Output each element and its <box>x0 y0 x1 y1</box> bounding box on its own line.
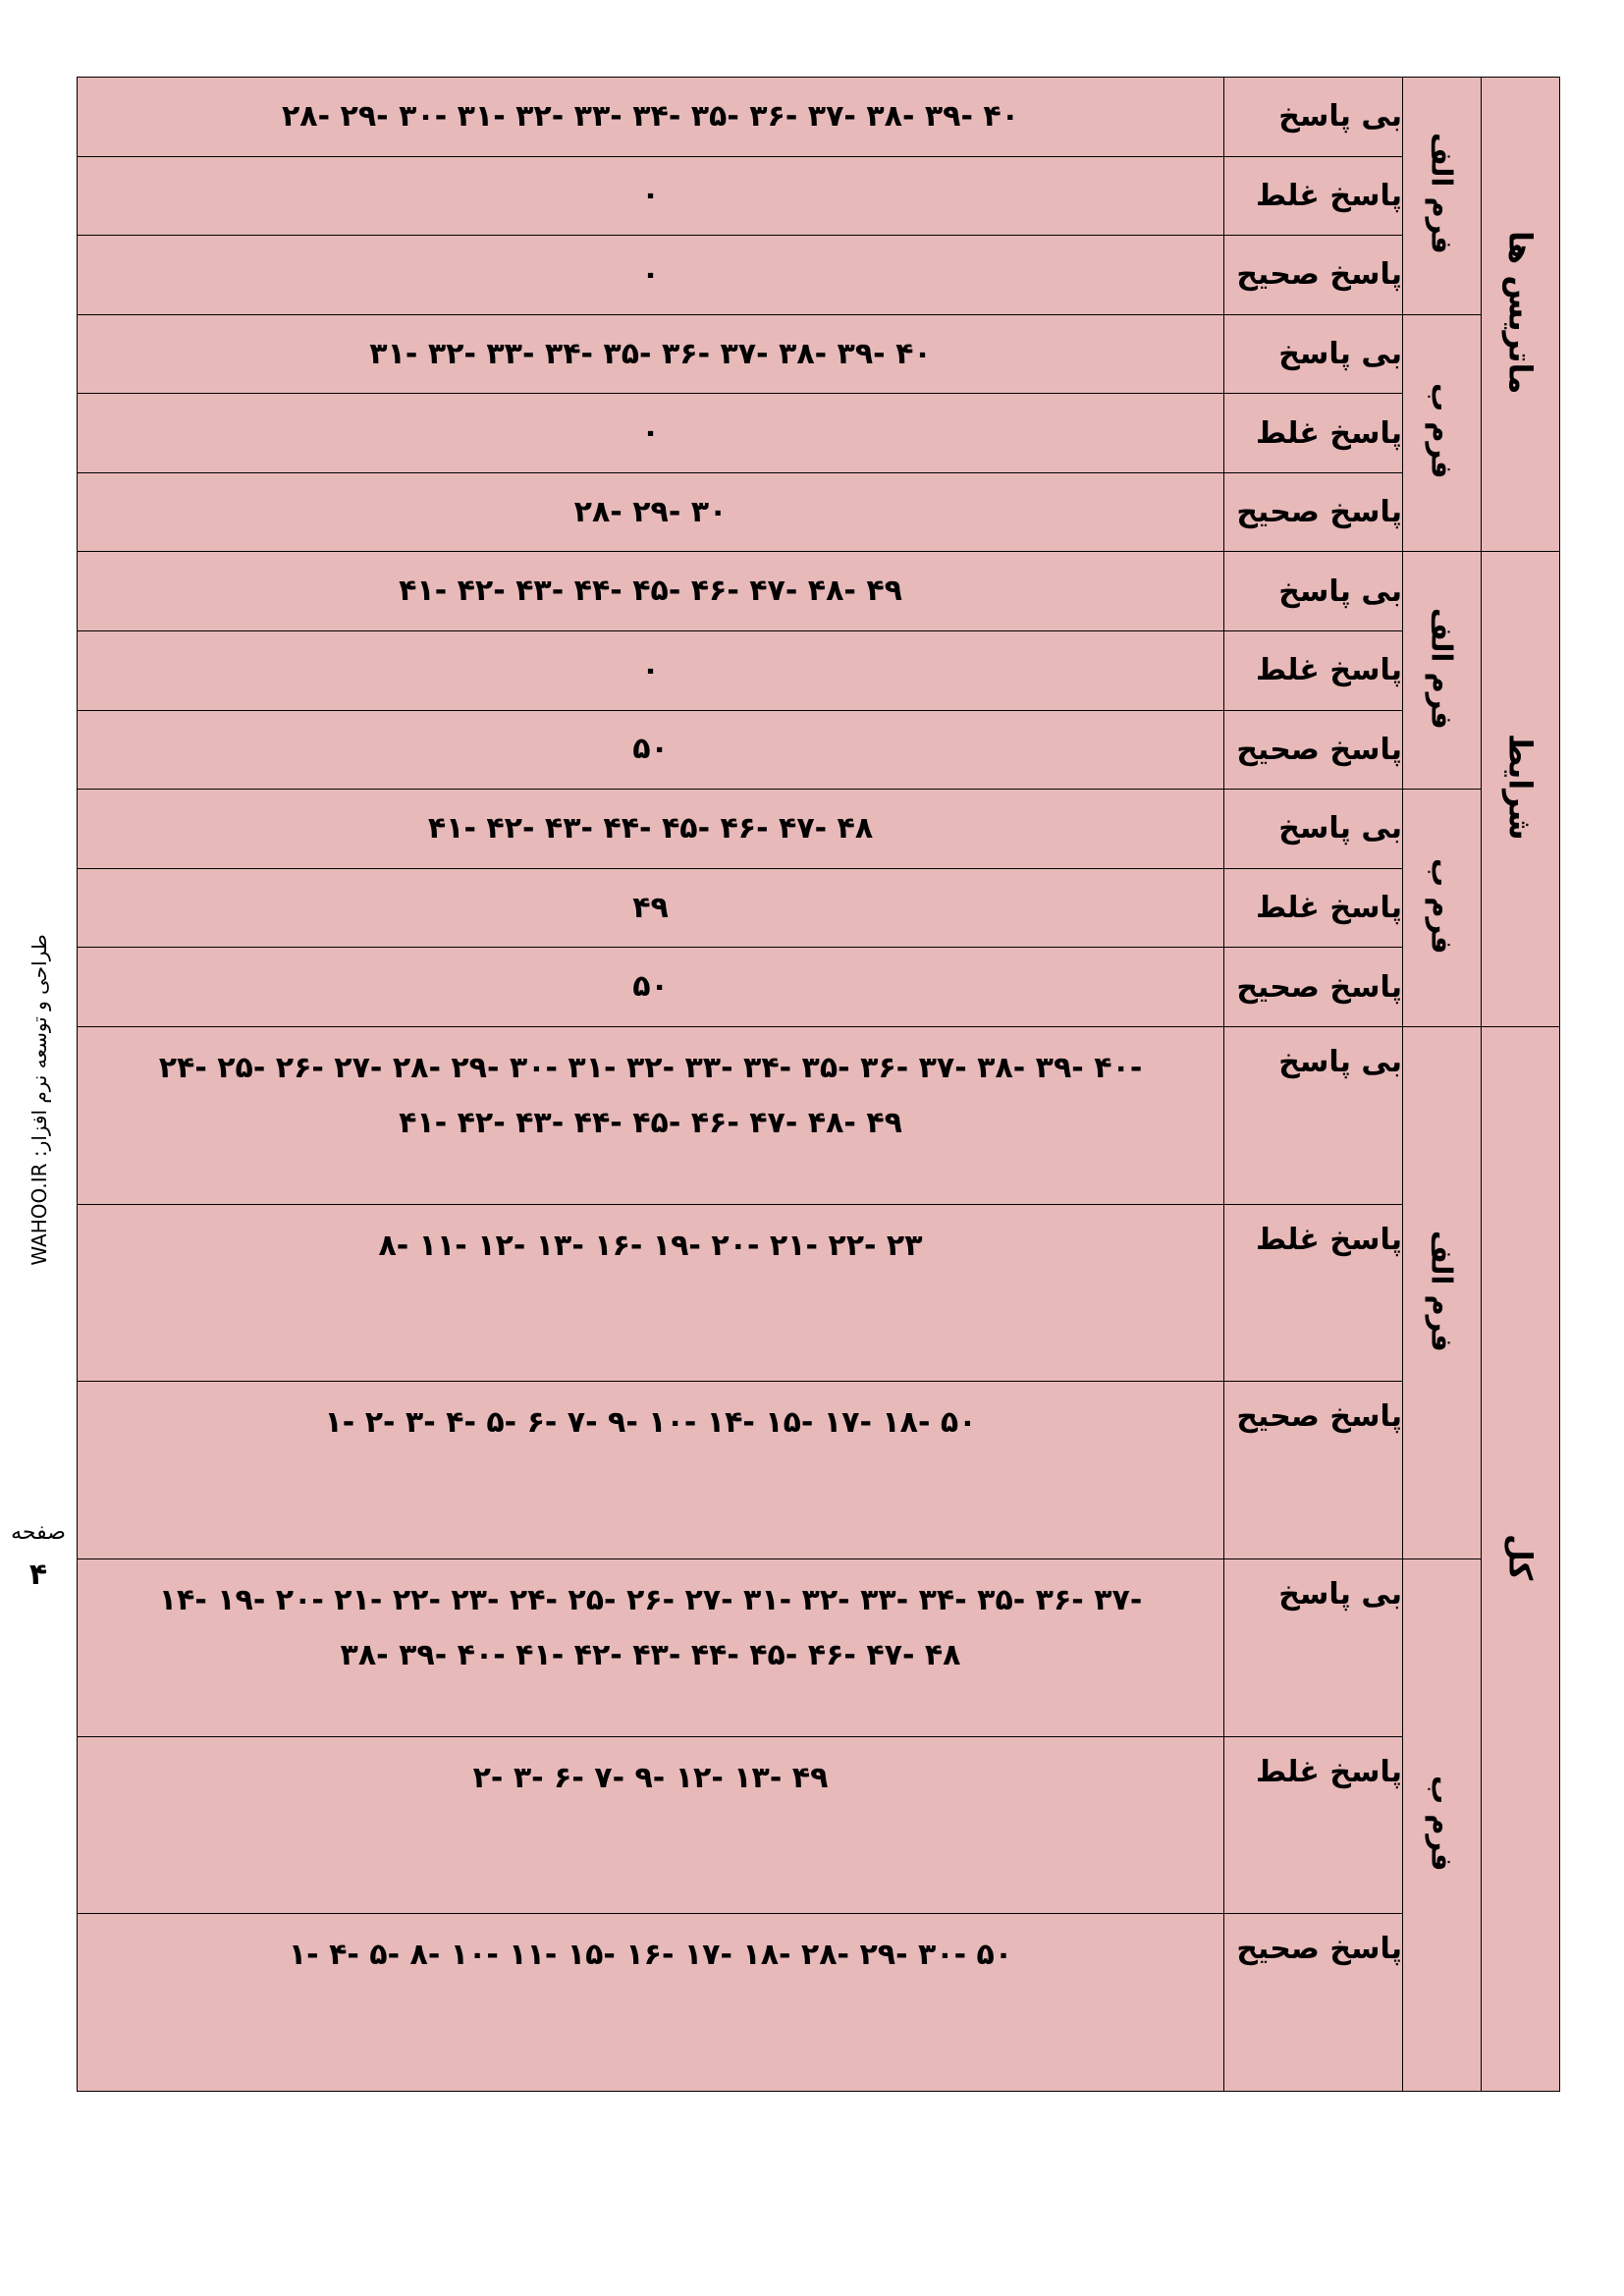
question-numbers-cell <box>78 472 1224 552</box>
answer-category-label: پاسخ غلط <box>1224 868 1403 948</box>
question-numbers-line: ۴۹ -۴۸ -۴۷ -۴۶ -۴۵ -۴۴ -۴۳ -۴۲ -۴۱ <box>399 574 902 609</box>
table-row <box>78 710 1560 790</box>
section-title-cell <box>1482 552 1560 1026</box>
form-name: فرم ب <box>1425 1775 1459 1872</box>
form-name: فرم ب <box>1425 857 1459 955</box>
form-name-cell <box>1403 790 1482 1027</box>
question-numbers-line: ۰ <box>641 256 660 292</box>
section-title: شرایط <box>1501 734 1540 842</box>
answer-category-label: بی پاسخ <box>1224 790 1403 869</box>
answer-category-label: پاسخ صحیح <box>1224 948 1403 1027</box>
form-name: فرم الف <box>1425 607 1459 730</box>
form-name: فرم ب <box>1425 383 1459 479</box>
question-numbers-line: ۵۰ <box>632 732 669 767</box>
question-numbers-line: ۴۹ <box>632 890 669 925</box>
answer-category-label: بی پاسخ <box>1224 314 1403 394</box>
table-row <box>78 1558 1560 1736</box>
form-name-cell <box>1403 314 1482 552</box>
question-numbers-cell <box>78 1382 1224 1559</box>
question-numbers-cell <box>78 314 1224 394</box>
question-numbers-line: ۳۰ -۲۹ -۲۸ <box>573 494 728 529</box>
table-row <box>78 790 1560 869</box>
question-numbers-line: ۴۸ -۴۷ -۴۶ -۴۵ -۴۴ -۴۳ -۴۲ -۴۱ <box>427 810 874 846</box>
form-name-cell <box>1403 78 1482 315</box>
section-title-cell <box>1482 1026 1560 2091</box>
section-title: کل <box>1501 1533 1540 1581</box>
table-row <box>78 948 1560 1027</box>
table-row <box>78 1026 1560 1204</box>
answer-category-label: پاسخ غلط <box>1224 631 1403 711</box>
question-numbers-line: -۴۰ -۳۹ -۳۸ -۳۷ -۳۶ -۳۵ -۳۴ -۳۳ -۳۲ -۳۱ -۳۰ -۲۹ -۲۸ -۲۷ -۲۶ -۲۵ -۲۴ <box>158 1050 1143 1085</box>
question-numbers-line: ۰ <box>641 415 660 451</box>
answer-category-label: پاسخ غلط <box>1224 156 1403 236</box>
table-row <box>78 1736 1560 1914</box>
table-row <box>78 472 1560 552</box>
form-name: فرم الف <box>1425 1230 1459 1352</box>
table-row <box>78 1204 1560 1382</box>
question-numbers-line: ۴۹ -۴۸ -۴۷ -۴۶ -۴۵ -۴۴ -۴۳ -۴۲ -۴۱ <box>399 1105 902 1140</box>
question-numbers-line: ۴۰ -۳۹ -۳۸ -۳۷ -۳۶ -۳۵ -۳۴ -۳۳ -۳۲ -۳۱ <box>369 336 932 371</box>
question-numbers-line: ۵۰ -۱۸ -۱۷ -۱۵ -۱۴ -۱۰ -۹ -۷ -۶ -۵ -۴ -۳ -۲ -۱ <box>324 1405 977 1441</box>
answer-category-label: پاسخ غلط <box>1224 1736 1403 1914</box>
answer-category-label: بی پاسخ <box>1224 78 1403 157</box>
side-credit: طراحی و توسعه نرم افزار: WAHOO.IR <box>27 934 51 1266</box>
question-numbers-line: ۰ <box>641 178 660 213</box>
table-row <box>78 552 1560 631</box>
question-numbers-cell <box>78 710 1224 790</box>
question-numbers-line: ۴۸ -۴۷ -۴۶ -۴۵ -۴۴ -۴۳ -۴۲ -۴۱ -۴۰ -۳۹ -۳۸ <box>340 1637 961 1672</box>
question-numbers-line: ۴۰ -۳۹ -۳۸ -۳۷ -۳۶ -۳۵ -۳۴ -۳۳ -۳۲ -۳۱ -۳۰ -۲۹ -۲۸ <box>282 98 1019 134</box>
form-name-cell <box>1403 552 1482 790</box>
question-numbers-cell <box>78 1914 1224 2092</box>
question-numbers-line: ۲۳ -۲۲ -۲۱ -۲۰ -۱۹ -۱۶ -۱۳ -۱۲ -۱۱ -۸ <box>378 1228 923 1263</box>
question-numbers-line: -۳۷ -۳۶ -۳۵ -۳۴ -۳۳ -۳۲ -۳۱ -۲۷ -۲۶ -۲۵ -۲۴ -۲۳ -۲۲ -۲۱ -۲۰ -۱۹ -۱۴ <box>158 1582 1143 1617</box>
question-numbers-line: ۵۰ <box>632 969 669 1005</box>
page-label: صفحه <box>11 1520 66 1545</box>
answer-category-label: پاسخ صحیح <box>1224 1382 1403 1559</box>
table-row <box>78 156 1560 236</box>
question-numbers-cell <box>78 790 1224 869</box>
table-row <box>78 236 1560 315</box>
question-numbers-cell <box>78 1204 1224 1382</box>
question-numbers-cell <box>78 1026 1224 1204</box>
answer-category-label: بی پاسخ <box>1224 552 1403 631</box>
section-title-cell <box>1482 78 1560 552</box>
results-table-body <box>78 78 1560 2092</box>
form-name-cell <box>1403 1026 1482 1558</box>
page-number: ۴ <box>28 1558 48 1592</box>
answer-category-label: پاسخ صحیح <box>1224 710 1403 790</box>
question-numbers-cell <box>78 236 1224 315</box>
answer-category-label: بی پاسخ <box>1224 1026 1403 1204</box>
table-row <box>78 631 1560 711</box>
form-name-cell <box>1403 1558 1482 2091</box>
section-title: ماتریس ها <box>1501 231 1540 395</box>
table-row <box>78 394 1560 473</box>
question-numbers-cell <box>78 1558 1224 1736</box>
table-row <box>78 1914 1560 2092</box>
table-row <box>78 1382 1560 1559</box>
question-numbers-cell <box>78 948 1224 1027</box>
form-name: فرم الف <box>1425 133 1459 255</box>
question-numbers-line: ۰ <box>641 652 660 687</box>
answer-category-label: پاسخ صحیح <box>1224 236 1403 315</box>
answer-category-label: پاسخ صحیح <box>1224 472 1403 552</box>
results-table <box>77 77 1560 2092</box>
question-numbers-cell <box>78 552 1224 631</box>
question-numbers-cell <box>78 1736 1224 1914</box>
question-numbers-cell <box>78 868 1224 948</box>
question-numbers-cell <box>78 156 1224 236</box>
question-numbers-line: ۴۹ -۱۳ -۱۲ -۹ -۷ -۶ -۳ -۲ <box>472 1760 829 1795</box>
answer-category-label: پاسخ غلط <box>1224 1204 1403 1382</box>
question-numbers-cell <box>78 631 1224 711</box>
table-row <box>78 314 1560 394</box>
answer-category-label: پاسخ غلط <box>1224 394 1403 473</box>
question-numbers-cell <box>78 394 1224 473</box>
question-numbers-cell <box>78 78 1224 157</box>
table-row <box>78 868 1560 948</box>
answer-category-label: پاسخ صحیح <box>1224 1914 1403 2092</box>
answer-category-label: بی پاسخ <box>1224 1558 1403 1736</box>
question-numbers-line: ۵۰ -۳۰ -۲۹ -۲۸ -۱۸ -۱۷ -۱۶ -۱۵ -۱۱ -۱۰ -۸ -۵ -۴ -۱ <box>288 1938 1013 1973</box>
table-row <box>78 78 1560 157</box>
